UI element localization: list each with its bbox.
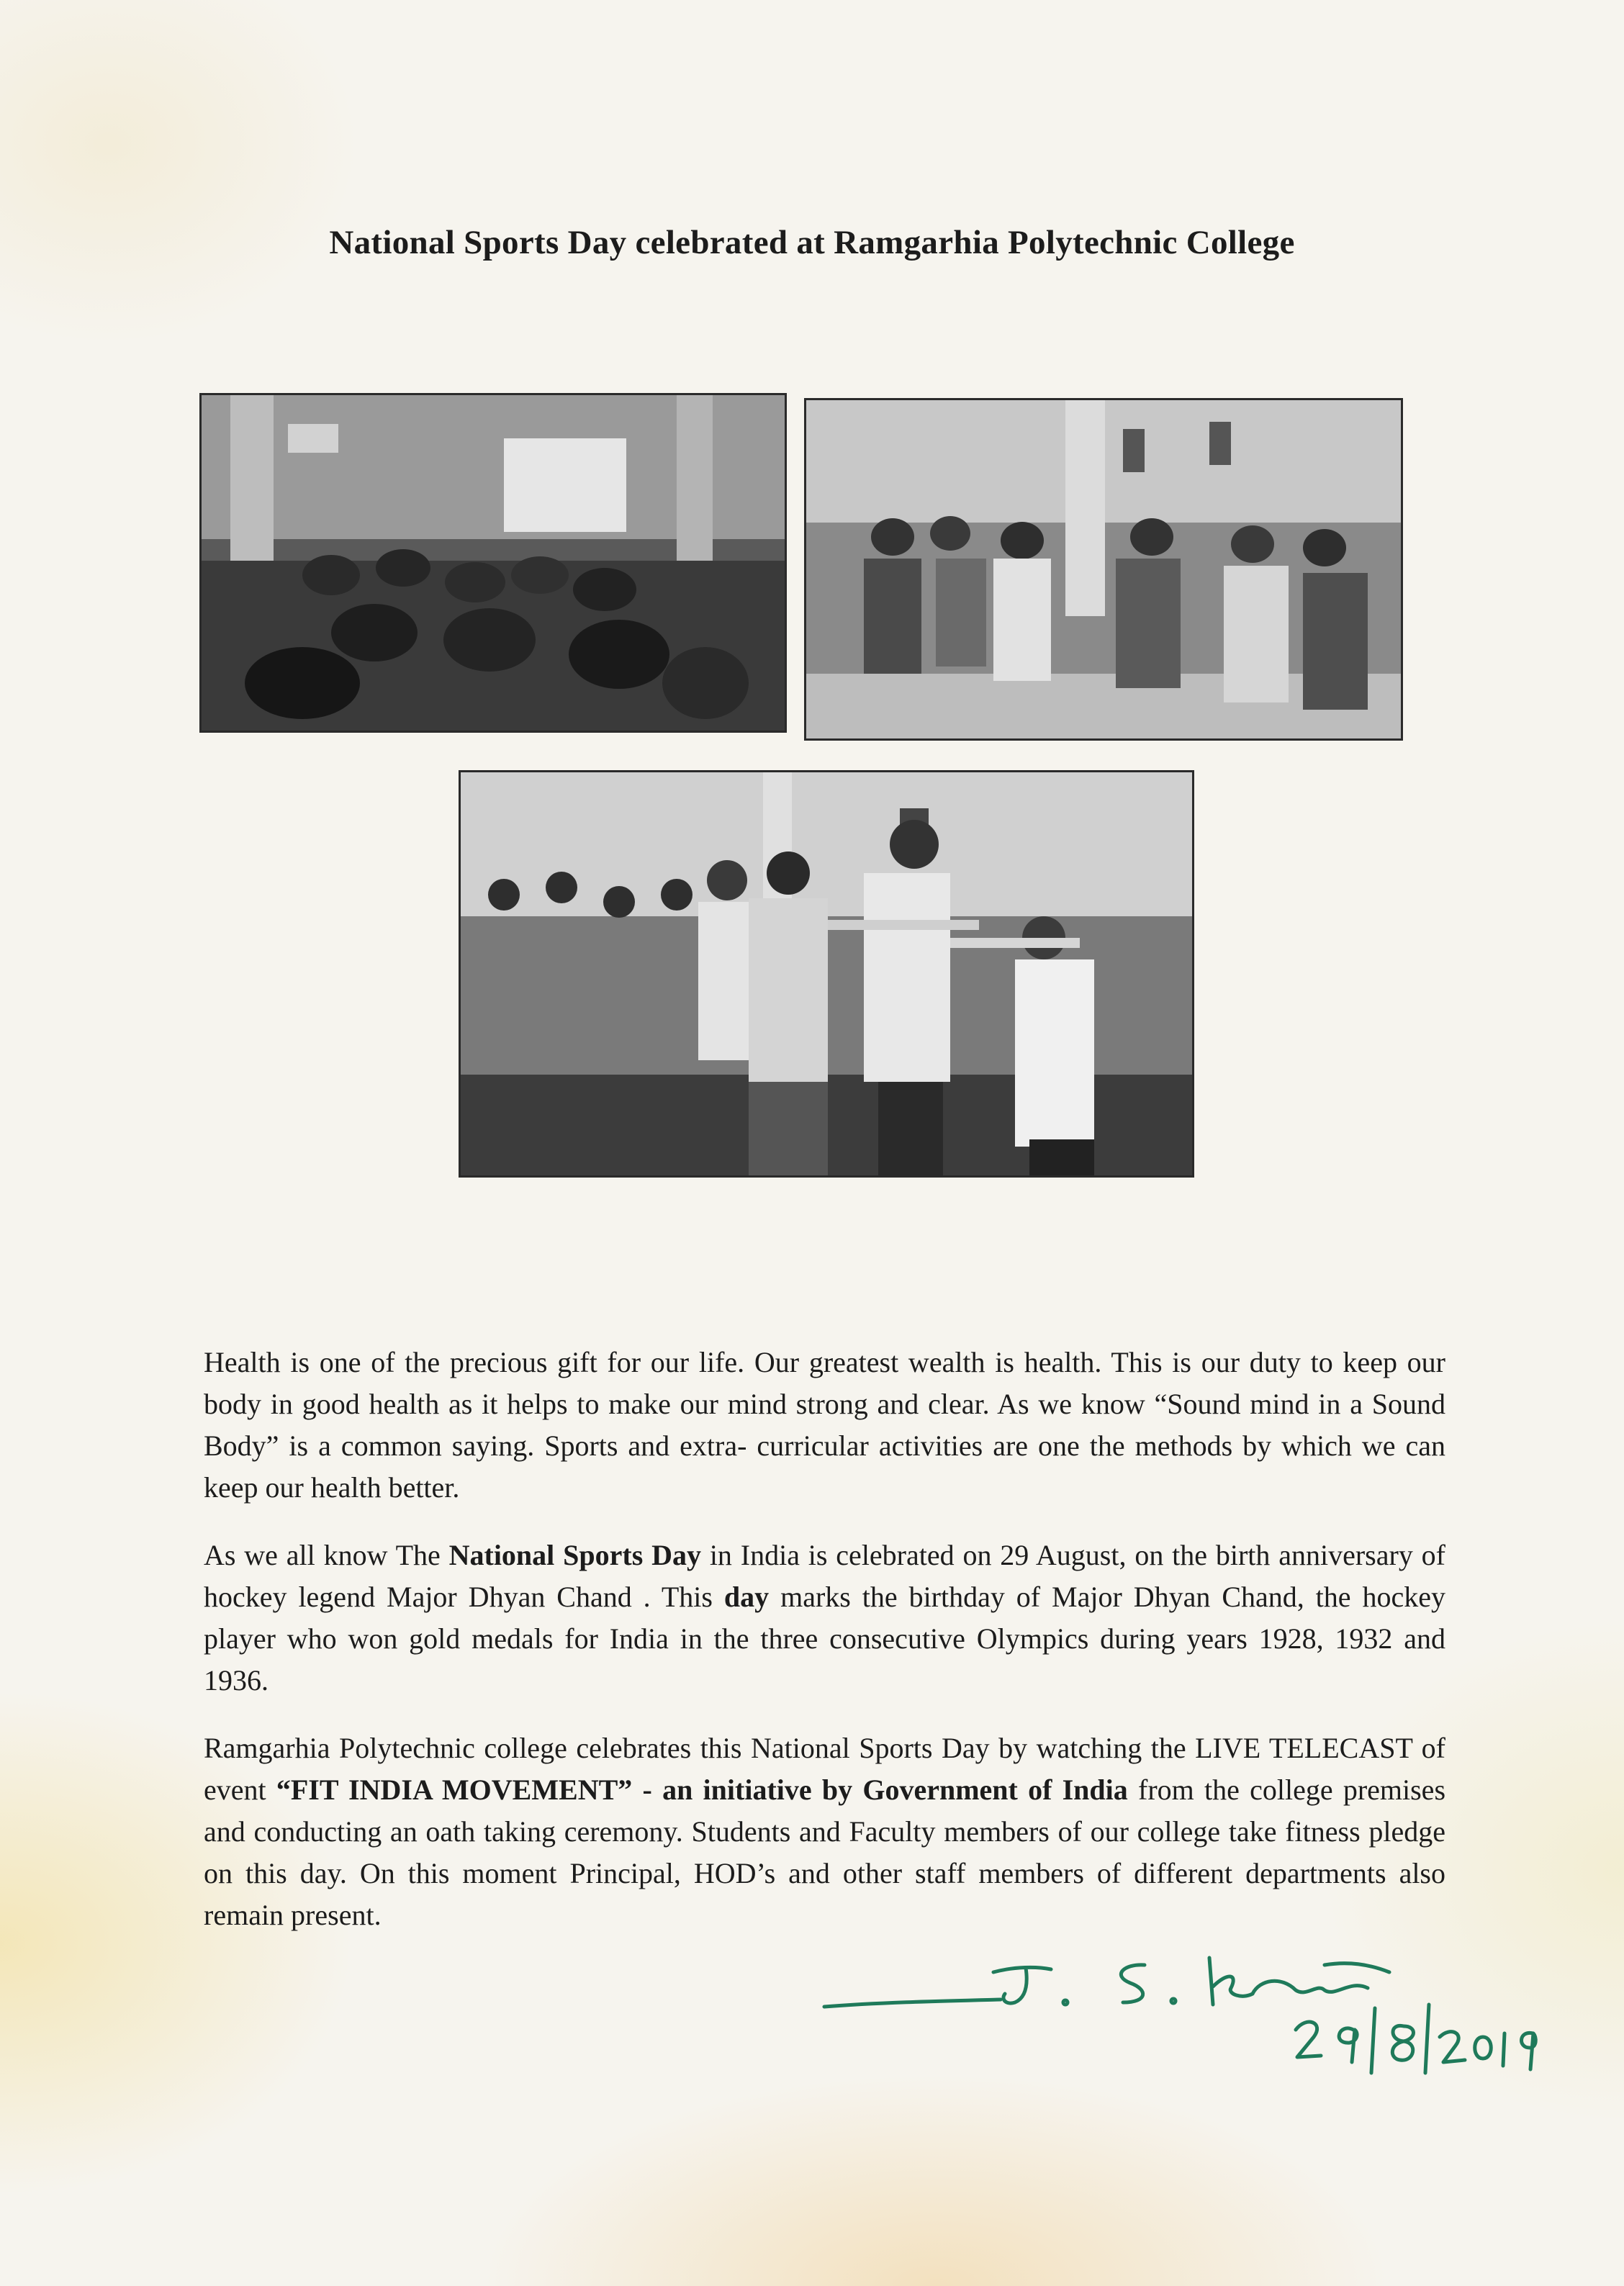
paragraph-fit-india-bold: “FIT INDIA MOVEMENT” - an initiative by Government of India xyxy=(276,1774,1128,1806)
paragraph-health: Health is one of the precious gift for our life. Our greatest wealth is health. This is our duty to keep our body in good health as it helps to make our mind strong and clear. As we know “Sound mind in a Sound Body” is a common saying. Sports and extra- curricular activities are one the methods by which we can keep our health better. xyxy=(204,1346,1445,1504)
paragraph-sports-day-text: in India is celebrated on 29 August, on the birth anniversary of hockey legend Major Dhyan Chand . This xyxy=(204,1539,1445,1613)
paragraph-sports-day-text: As we all know The xyxy=(204,1539,449,1571)
paragraph-fit-india-text: Ramgarhia Polytechnic college celebrates this National Sports Day by watching the LIVE TELECAST of event xyxy=(204,1732,1445,1806)
handwritten-date xyxy=(1289,1994,1548,2080)
paragraph-sports-day-bold: day xyxy=(723,1581,770,1613)
photo-oath-taking-ceremony xyxy=(459,770,1194,1178)
paragraph-fit-india xyxy=(204,1727,1445,1936)
paragraph-sports-day xyxy=(204,1535,1445,1702)
photo-seated-faculty xyxy=(804,398,1403,741)
paragraph-fit-india-text: from the college premises and conducting an oath taking ceremony. Students and Faculty members of our college take fitness pledge on this day. On this moment Principal, HOD’s and other staff members of different departments also remain present. xyxy=(204,1774,1446,1931)
page-title: National Sports Day celebrated at Ramgarhia Polytechnic College xyxy=(329,224,1295,261)
photo-audience-watching-telecast xyxy=(199,393,787,733)
paragraph-sports-day-bold: National Sports Day xyxy=(448,1539,701,1571)
paragraph-sports-day-text: marks the birthday of Major Dhyan Chand, the hockey player who won gold medals for India in the three consecutive Olympics during years 1928, 1932 and 1936. xyxy=(204,1581,1445,1697)
